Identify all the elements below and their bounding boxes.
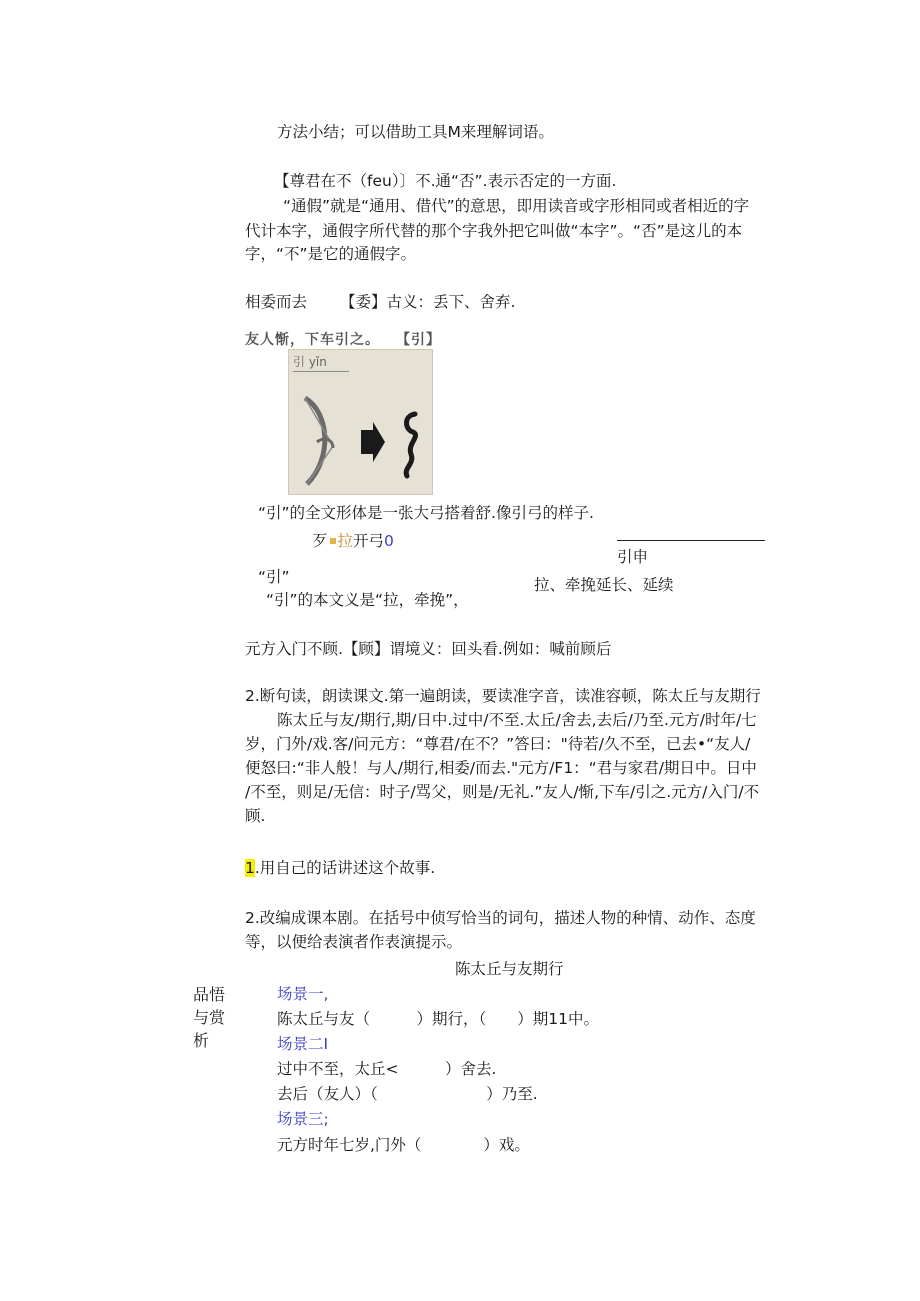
scene-3-heading: 场景三; [277,1110,329,1128]
method-summary: 方法小结；可以借助工具M来理解词语。 [277,123,554,141]
passage-line-1: 陈太丘与友/期行,期/日中.过中/不至.太丘/舍去,去后/乃至.元方/时年/七 [277,711,757,729]
side-label-line-1: 品悟 [193,985,226,1004]
wei-note: 【委】古义：丢下、舍弃. [340,293,516,311]
yin-description: “引”的全文形体是一张大弓搭着舒.像引弓的样子. [258,504,594,522]
bow-arrow-evolution-icon [289,350,434,496]
play-title: 陈太丘与友期行 [455,960,564,978]
pull-part-b: 拉 [337,532,354,550]
scene-2-line-1: 过中不至，太丘< ）舍去. [277,1060,497,1078]
yin-pull-line [312,530,394,552]
task-2-line-2: 等，以便给表演者作表演提示。 [245,933,463,951]
task-1-text: .用自己的话讲述这个故事. [254,859,436,877]
gu-note: 元方入门不顾.【顾】谓境义：回头看.例如：喊前顾后 [245,640,612,658]
task-1 [245,857,435,879]
passage-line-5: 顾. [245,807,266,825]
scene-1-line-1: 陈太丘与友（ ）期行，（ ）期11中。 [277,1010,599,1028]
scene-2-line-2: 去后（友人）（ ）乃至. [277,1085,538,1103]
tongjia-line-2: 代计本字，通假字所代替的那个字我外把它叫做“本字”。“否”是这儿的本 [245,222,743,240]
task-2-line-1: 2.改编成课本剧。在括号中侦写恰当的词句，描述人物的种情、动作、态度 [245,909,756,927]
passage-line-3: 便怒曰:“非人般！与人/期行,相委/而去."元方/F1：“君与家君/期日中。日中 [245,759,757,777]
passage-line-4: /不至，则足/无信：时子/骂父，则是/无礼.”友人/惭,下车/引之.元方/入门/不 [245,783,760,801]
tongjia-line-1: “通假”就是“通用、借代”的意思，即用读音或字形相同或者相近的字 [283,197,750,215]
yin-benyi: “引”的本文义是“拉，牵挽”， [266,591,469,609]
yin-caption: 友人惭，下车引之。 【引】 [245,332,441,348]
side-label-line-3: 析 [193,1031,210,1050]
task-1-number: 1 [245,859,255,877]
zunjun-note: 【尊君在不（feu）〕不.通“否”.表示否定的一方面. [274,172,617,190]
pull-part-a: 歹 [312,532,328,550]
tongjia-line-3: 字，“不”是它的通假字。 [245,245,417,263]
yinshen-label: 引申 [617,548,649,566]
side-label-line-2: 与赏 [193,1008,226,1027]
side-label [193,983,233,1052]
wei-phrase: 相委而去 [245,293,308,311]
section2-title: 2.断句读，朗读课文.第一遍朗读，要读准字音，读准容顿，陈太丘与友期行 [245,687,761,705]
pull-part-c: 开弓 [353,532,385,550]
passage-line-2: 岁，门外/戏.客/问元方：“尊君/在不？”答曰："待若/久不至，已去•“友人/ [245,735,751,753]
truncated-meaning: 拉、牵挽延长、延续 [534,576,674,594]
pull-part-d: 0 [384,532,394,550]
divider-line [617,540,765,541]
scene-1-heading: 场景一, [277,985,329,1003]
scene-2-heading: 场景二I [277,1035,329,1053]
yin-quote: “引” [258,568,290,586]
figure-label: 引 yǐn [293,355,327,369]
yin-character-figure [288,349,433,495]
scene-3-line-1: 元方时年七岁,门外（ ）戏。 [277,1136,530,1154]
